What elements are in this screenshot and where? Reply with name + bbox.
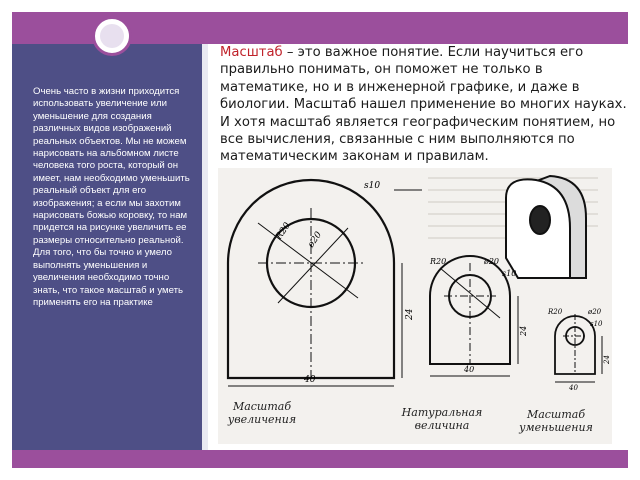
caption-natural-line1: Натуральная [401, 406, 483, 419]
dim-big-w: 40 [304, 375, 316, 385]
main-paragraph-body: – это важное понятие. Если научиться его правильно понимать, он поможет не только в математике, но и в инженерной графике, и даже в биологии. Масштаб нашел применение во многих науках. И хотя масштаб является географическим понятием, но все вычисления, связанные с ним выполняются по математическим законам и правилам. [220, 45, 627, 165]
dim-small-d: ø20 [588, 308, 602, 316]
caption-reduce [508, 408, 604, 434]
dim-small-s: s10 [590, 320, 603, 328]
caption-enlarge-line2: увеличения [227, 413, 297, 426]
caption-reduce-line1: Масштаб [526, 408, 586, 421]
dim-big-r: R20 [274, 221, 293, 242]
dim-small-h: 24 [603, 355, 611, 364]
caption-enlarge-line1: Масштаб [232, 400, 292, 413]
main-paragraph [220, 44, 628, 166]
dim-small-r: R20 [548, 308, 563, 316]
dim-big-s: s10 [364, 181, 381, 191]
dim-mid-r: R20 [430, 257, 447, 266]
isometric-part [506, 176, 586, 278]
dim-mid-s: s10 [502, 269, 517, 278]
dim-big-d: ø20 [306, 230, 325, 250]
dim-small-w: 40 [569, 384, 578, 392]
sidebar-divider [202, 44, 208, 450]
caption-natural-line2: величина [414, 419, 470, 432]
dim-mid-h: 24 [519, 325, 528, 336]
technical-drawing [218, 168, 612, 444]
caption-enlarge [222, 400, 302, 426]
dim-big-h: 24 [405, 308, 415, 320]
caption-natural [394, 406, 490, 432]
caption-reduce-line2: уменьшения [519, 421, 593, 434]
sidebar-paragraph: Очень часто в жизни приходится использовать увеличение или уменьшение для создания различных видов изображений реальных объектов. Мы не можем нарисовать на альбомном листе человека того роста, который он имеет, нам необходимо уменьшить реальный объект для его изображения; а если мы захотим нарисовать божью коровку, то нам придется на рисунке увеличить ее размеры относительно реальной. Для того, что бы точно и умело выполнять уменьшения и увеличения необходимо точно знать, что такое масштаб и уметь применять его на практике [33, 86, 190, 308]
dim-mid-d: ø20 [484, 257, 499, 266]
scale-term: Масштаб [220, 45, 283, 60]
bottom-band [12, 450, 628, 468]
decorative-circle-icon [92, 16, 132, 56]
dim-mid-w: 40 [464, 365, 475, 374]
